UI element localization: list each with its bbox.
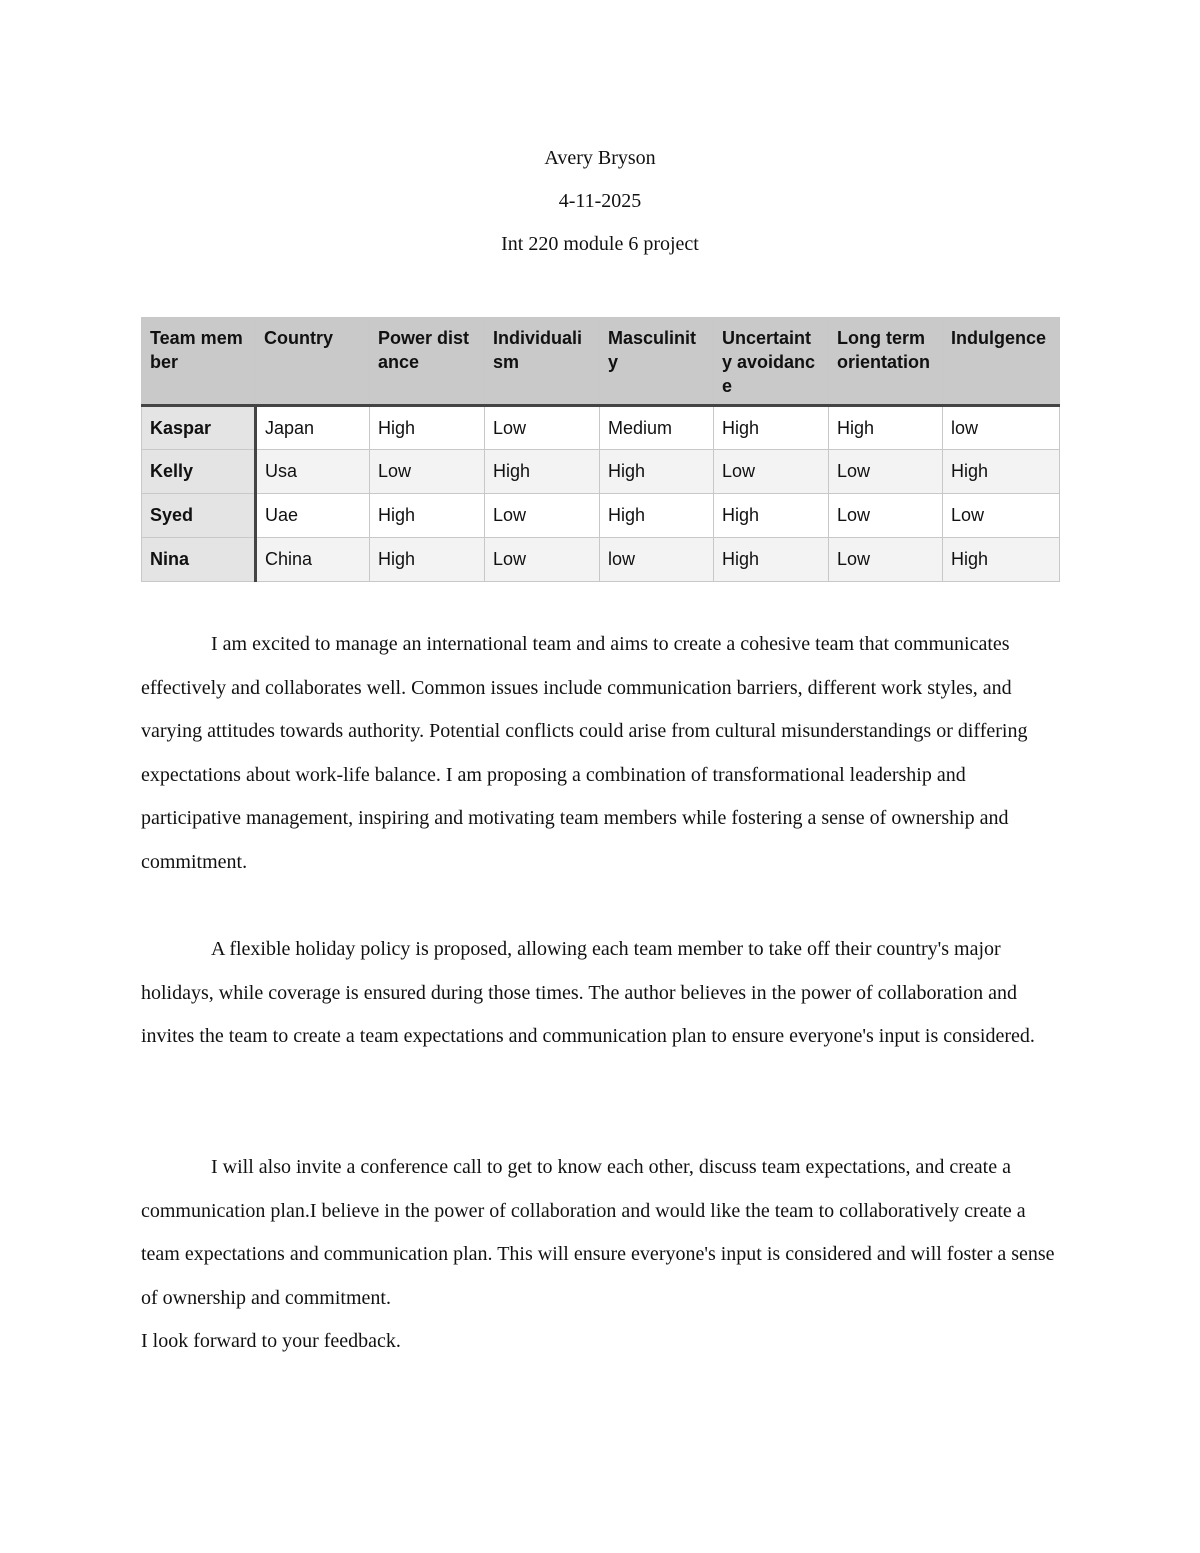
- table-cell: Medium: [600, 406, 714, 450]
- table-row: [142, 538, 1060, 582]
- table-cell: Low: [943, 494, 1060, 538]
- body-paragraph: A flexible holiday policy is proposed, allowing each team member to take off their country's major holidays, while coverage is ensured during those times. The author believes in the power of collaboration and invites the team to create a team expectations and communication plan to ensure everyone's input is considered.: [141, 938, 1035, 1048]
- table-cell: Usa: [256, 450, 370, 494]
- table-cell: low: [600, 538, 714, 582]
- table-cell: Japan: [256, 406, 370, 450]
- team-member-cell: Kaspar: [142, 406, 256, 450]
- table-cell: High: [600, 494, 714, 538]
- column-header: Indulgence: [943, 318, 1060, 406]
- table-cell: Low: [714, 450, 829, 494]
- table-row: [142, 406, 1060, 450]
- team-member-cell: Kelly: [142, 450, 256, 494]
- table-cell: High: [714, 538, 829, 582]
- table-cell: High: [370, 494, 485, 538]
- table-header-row: [142, 318, 1060, 406]
- table-cell: High: [600, 450, 714, 494]
- author-name: Avery Bryson: [544, 147, 656, 169]
- table-cell: Low: [485, 538, 600, 582]
- table-cell: Low: [485, 494, 600, 538]
- table-cell: Low: [829, 450, 943, 494]
- table-cell: High: [370, 406, 485, 450]
- table-cell: Uae: [256, 494, 370, 538]
- column-header: Uncertainty avoidance: [714, 318, 829, 406]
- table-row: [142, 450, 1060, 494]
- body-paragraph: I will also invite a conference call to get to know each other, discuss team expectations, and create a communication plan.I believe in the power of collaboration and would like the team to collaboratively create a team expectations and communication plan. This will ensure everyone's input is considered and will foster a sense of ownership and commitment.: [141, 1156, 1055, 1309]
- table-cell: High: [714, 406, 829, 450]
- table-cell: High: [943, 450, 1060, 494]
- table-cell: High: [370, 538, 485, 582]
- closing-line: I look forward to your feedback.: [141, 1330, 401, 1352]
- document-date: 4-11-2025: [558, 190, 642, 212]
- table-cell: Low: [370, 450, 485, 494]
- table-cell: Low: [829, 538, 943, 582]
- table-cell: High: [714, 494, 829, 538]
- column-header: Power distance: [370, 318, 485, 406]
- table-cell: Low: [485, 406, 600, 450]
- cultural-dimensions-table: [141, 317, 1060, 582]
- table-cell: High: [829, 406, 943, 450]
- column-header: Team member: [142, 318, 256, 406]
- table-row: [142, 494, 1060, 538]
- table-cell: High: [485, 450, 600, 494]
- document-title: Int 220 module 6 project: [501, 233, 699, 255]
- team-member-cell: Syed: [142, 494, 256, 538]
- table-cell: Low: [829, 494, 943, 538]
- table-cell: High: [943, 538, 1060, 582]
- column-header: Long term orientation: [829, 318, 943, 406]
- column-header: Individualism: [485, 318, 600, 406]
- table-cell: low: [943, 406, 1060, 450]
- column-header: Country: [256, 318, 370, 406]
- table-cell: China: [256, 538, 370, 582]
- body-paragraph: I am excited to manage an international team and aims to create a cohesive team that communicates effectively and collaborates well. Common issues include communication barriers, different work styles, and varying attitudes towards authority. Potential conflicts could arise from cultural misunderstandings or differing expectations about work-life balance. I am proposing a combination of transformational leadership and participative management, inspiring and motivating team members while fostering a sense of ownership and commitment.: [141, 633, 1028, 873]
- team-member-cell: Nina: [142, 538, 256, 582]
- column-header: Masculinity: [600, 318, 714, 406]
